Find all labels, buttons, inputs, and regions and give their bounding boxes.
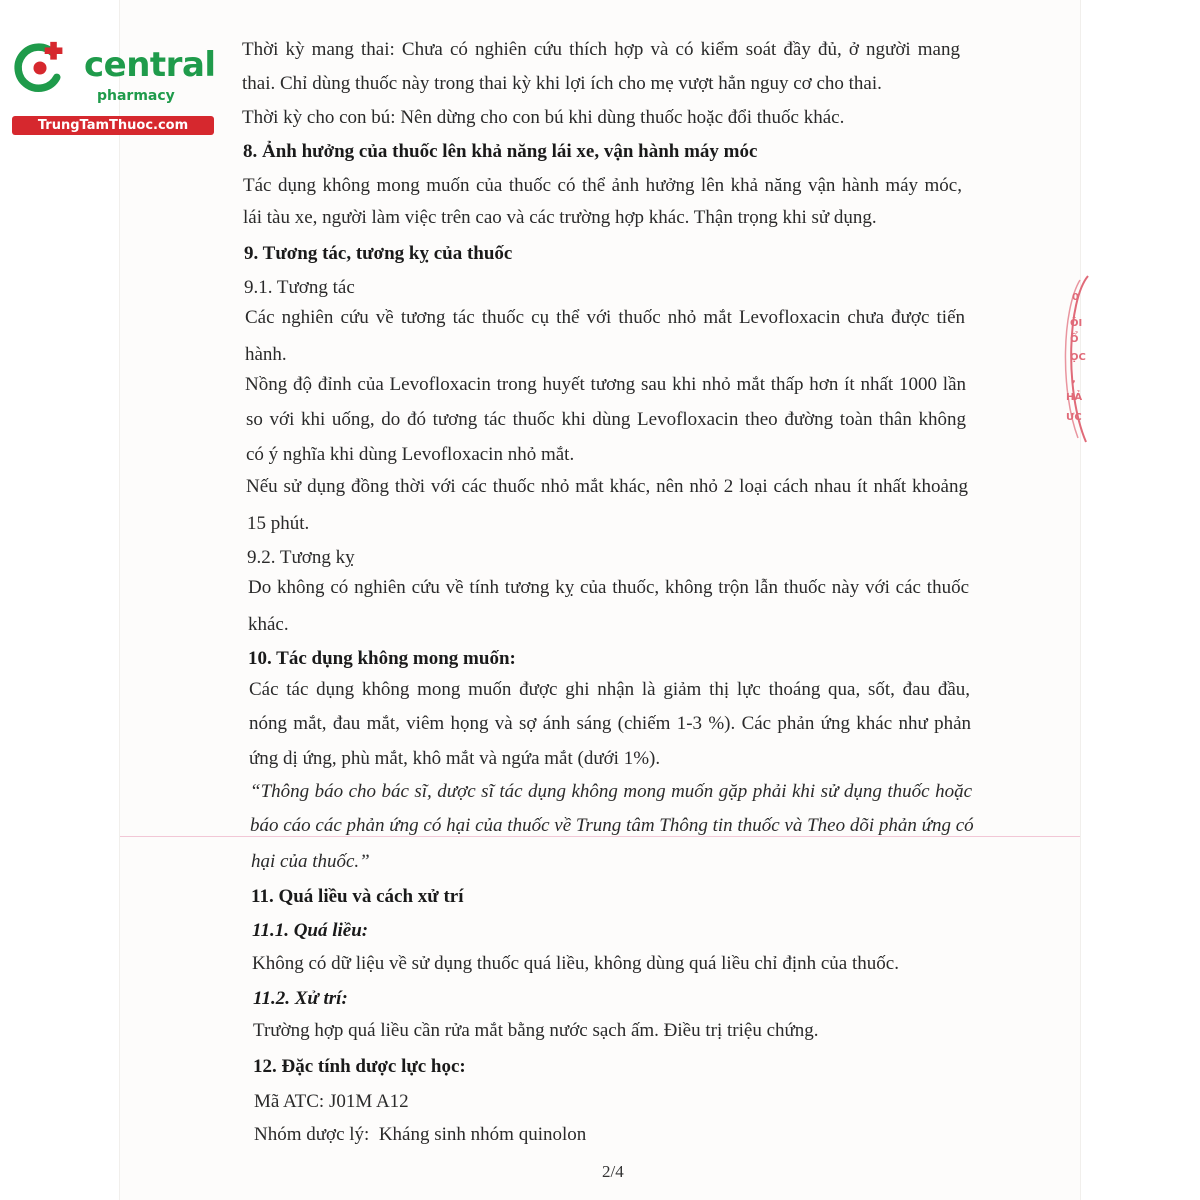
logo-sub-text: pharmacy — [97, 88, 175, 104]
subsection-heading-9-2: 9.2. Tương kỵ — [247, 547, 355, 568]
text-line: Các nghiên cứu về tương tác thuốc cụ thể với thuốc nhỏ mắt Levofloxacin chưa được tiến — [245, 307, 965, 328]
svg-text:HẢ: HẢ — [1066, 392, 1083, 403]
section-heading-11: 11. Quá liều và cách xử trí — [251, 886, 464, 907]
logo-brand-text: central — [84, 45, 216, 85]
section-heading-8: 8. Ảnh hưởng của thuốc lên khả năng lái xe, vận hành máy móc — [243, 141, 758, 162]
italic-notice-line: hại của thuốc.” — [251, 851, 370, 872]
text-line: ứng dị ứng, phù mắt, khô mắt và ngứa mắt (dưới 1%). — [249, 748, 661, 769]
section-heading-10: 10. Tác dụng không mong muốn: — [248, 648, 516, 669]
logo-site-banner: TrungTamThuoc.com — [12, 116, 214, 135]
text-line: Trường hợp quá liều cần rửa mắt bằng nước sạch ấm. Điều trị triệu chứng. — [253, 1020, 819, 1041]
subsection-heading-11-2: 11.2. Xử trí: — [253, 988, 348, 1009]
svg-text:Ổ: Ổ — [1070, 334, 1079, 345]
section-heading-12: 12. Đặc tính dược lực học: — [253, 1056, 466, 1077]
text-line: thai. Chỉ dùng thuốc này trong thai kỳ khi lợi ích cho mẹ vượt hẳn nguy cơ cho thai. — [242, 73, 882, 94]
italic-notice-line: “Thông báo cho bác sĩ, dược sĩ tác dụng không mong muốn gặp phải khi sử dụng thuốc hoặc — [250, 781, 972, 802]
central-pharmacy-logo — [8, 36, 216, 136]
italic-notice-line: báo cáo các phản ứng có hại của thuốc về Trung tâm Thông tin thuốc và Theo dõi phản ứng có — [250, 815, 974, 836]
page-number: 2/4 — [602, 1162, 624, 1181]
text-line: Nồng độ đỉnh của Levofloxacin trong huyết tương sau khi nhỏ mắt thấp hơn ít nhất 1000 lần — [245, 374, 966, 395]
text-line: hành. — [245, 344, 287, 365]
text-line: 15 phút. — [247, 513, 310, 534]
text-line: Do không có nghiên cứu về tính tương kỵ của thuốc, không trộn lẫn thuốc này với các thuốc — [248, 577, 969, 598]
svg-text:,: , — [1072, 374, 1076, 385]
text-line: khác. — [248, 614, 289, 635]
svg-text:0: 0 — [1072, 292, 1079, 303]
stamp-fragment — [1050, 270, 1090, 450]
section-heading-9: 9. Tương tác, tương kỵ của thuốc — [244, 243, 513, 264]
logo-mark-icon — [12, 40, 68, 96]
text-line: Không có dữ liệu về sử dụng thuốc quá liều, không dùng quá liều chỉ định của thuốc. — [252, 953, 899, 974]
text-line: có ý nghĩa khi dùng Levofloxacin nhỏ mắt. — [246, 444, 575, 465]
subsection-heading-11-1: 11.1. Quá liều: — [252, 920, 369, 941]
text-line: Thời kỳ mang thai: Chưa có nghiên cứu thích hợp và có kiểm soát đầy đủ, ở người mang — [242, 39, 960, 60]
text-line: Mã ATC: J01M A12 — [254, 1091, 409, 1112]
svg-text:ƯC: ƯC — [1066, 412, 1082, 423]
text-line: Nhóm dược lý: Kháng sinh nhóm quinolon — [254, 1124, 587, 1145]
text-line: Các tác dụng không mong muốn được ghi nhận là giảm thị lực thoáng qua, sốt, đau đầu, — [249, 679, 970, 700]
text-line: nóng mắt, đau mắt, viêm họng và sợ ánh sáng (chiếm 1-3 %). Các phản ứng khác như phản — [249, 713, 971, 734]
text-line: Nếu sử dụng đồng thời với các thuốc nhỏ mắt khác, nên nhỏ 2 loại cách nhau ít nhất khoảng — [246, 476, 968, 497]
text-line: Tác dụng không mong muốn của thuốc có thể ảnh hưởng lên khả năng vận hành máy móc, — [243, 175, 962, 196]
subsection-heading-9-1: 9.1. Tương tác — [244, 277, 355, 298]
text-line: lái tàu xe, người làm việc trên cao và các trường hợp khác. Thận trọng khi sử dụng. — [243, 207, 877, 228]
svg-text:ỌC: ỌC — [1070, 352, 1086, 363]
svg-text:ÔI: ÔI — [1070, 318, 1083, 329]
text-line: so với khi uống, do đó tương tác thuốc khi dùng Levofloxacin theo đường toàn thân không — [246, 409, 966, 430]
text-line: Thời kỳ cho con bú: Nên dừng cho con bú khi dùng thuốc hoặc đổi thuốc khác. — [242, 107, 845, 128]
